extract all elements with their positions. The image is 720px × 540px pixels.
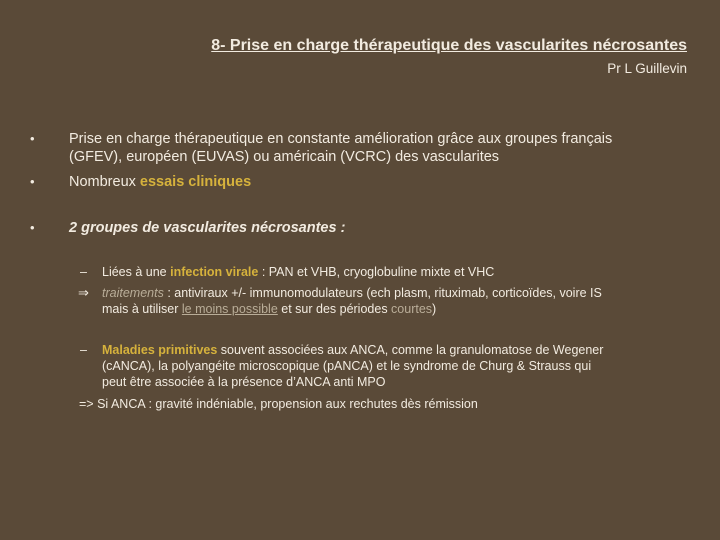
sub-text-plain: et sur des périodes — [277, 302, 392, 316]
bullet-marker: • — [30, 174, 35, 189]
bullet-text — [69, 173, 689, 191]
treatment-rest: : antiviraux +/- immunomodulateurs (ech plasm, rituximab, corticoïdes, voire IS — [163, 286, 602, 300]
bullet-text — [69, 130, 689, 166]
slide-title: 8- Prise en charge thérapeutique des vascularites nécrosantes — [211, 37, 687, 54]
treatment-label: traitements — [102, 286, 164, 300]
underlined-text: le moins possible — [181, 302, 278, 316]
sub-line: (cANCA), la polyangéite microscopique (pANCA) et le syndrome de Churg & Strauss qui — [102, 359, 592, 373]
implies-arrow-icon: ⇒ — [78, 285, 89, 300]
highlight-text: essais cliniques — [139, 174, 252, 190]
sub-text-plain: Liées à une — [102, 265, 171, 279]
muted-text: courtes — [391, 302, 433, 316]
sub-text-plain: mais à utiliser — [102, 302, 182, 316]
sub-item-text — [102, 342, 692, 390]
bullet-text-plain: Nombreux — [69, 174, 140, 190]
bullet-marker: • — [30, 131, 35, 146]
sub-text-plain: ) — [432, 302, 437, 316]
treatment-line — [102, 301, 692, 317]
sub-text-plain: souvent associées aux ANCA, comme la granulomatose de Wegener — [217, 343, 604, 357]
sub-line: peut être associée à la présence d’ANCA anti MPO — [102, 375, 386, 389]
highlight-text: Maladies primitives — [102, 343, 218, 357]
bullet-line: (GFEV), européen (EUVAS) ou américain (VCRC) des vascularites — [69, 149, 500, 165]
sub-line — [102, 342, 692, 358]
section-heading: 2 groupes de vascularites nécrosantes : — [69, 220, 346, 236]
bullet-marker: • — [30, 220, 35, 235]
conclusion-line: => Si ANCA : gravité indéniable, propension aux rechutes dès rémission — [79, 397, 478, 411]
dash-marker: – — [80, 343, 87, 357]
dash-marker: – — [80, 265, 87, 279]
treatment-text — [102, 285, 692, 317]
sub-text-plain: : PAN et VHB, cryoglobuline mixte et VHC — [258, 265, 495, 279]
highlight-text: infection virale — [170, 265, 259, 279]
bullet-line: Prise en charge thérapeutique en constante amélioration grâce aux groupes français — [69, 131, 613, 147]
sub-item-text — [102, 264, 692, 280]
author-name: Pr L Guillevin — [607, 61, 687, 76]
treatment-line — [102, 285, 692, 301]
